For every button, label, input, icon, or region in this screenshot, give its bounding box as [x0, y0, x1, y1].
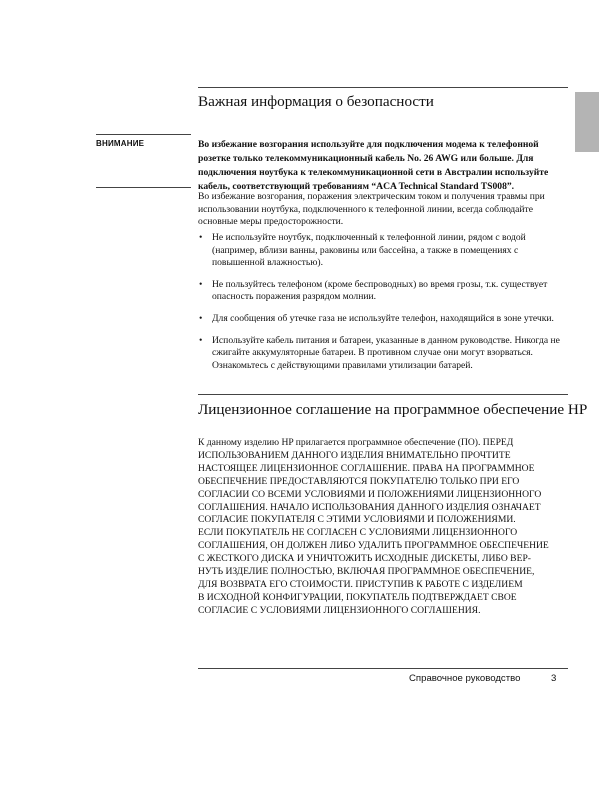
safety-heading: Важная информация о безопасности	[198, 93, 434, 110]
list-item	[198, 279, 568, 304]
warning-label: ВНИМАНИЕ	[96, 139, 145, 148]
bullet-icon: •	[199, 278, 203, 290]
footer-rule	[198, 668, 568, 669]
bullet-icon: •	[199, 232, 203, 243]
warning-bottom-rule	[96, 187, 191, 188]
bullet-text: Для сообщения об утечке газа не используйте телефон, находящийся в зоне утечки.	[212, 312, 554, 324]
list-item	[198, 335, 568, 373]
license-heading: Лицензионное соглашение на программное обеспечение HP	[198, 401, 588, 418]
section-thumb-tab	[575, 92, 599, 152]
bullet-text: Не пользуйтесь телефоном (кроме беспроводных) во время грозы, т.к. существует опасность поражения разрядом молнии.	[212, 278, 548, 303]
warning-top-rule	[96, 134, 191, 135]
license-text: К данному изделию HP прилагается программное обеспечение (ПО). ПЕРЕД ИСПОЛЬЗОВАНИЕМ ДАННОГО ИЗДЕЛИЯ ВНИМАТЕЛЬНО ПРОЧТИТЕ НАСТОЯЩЕЕ ЛИЦЕНЗИОННОЕ СОГЛАШЕНИЕ. ПРАВА НА ПРОГРАММНОЕ ОБЕСПЕЧЕНИЕ ПРЕДОСТАВЛЯЮТСЯ ПОКУПАТЕЛЮ ТОЛЬКО ПРИ ЕГО СОГЛАСИИ СО ВСЕМИ УСЛОВИЯМИ И ПОЛОЖЕНИЯМИ ЛИЦЕНЗИОННОГО СОГЛАШЕНИЯ. НАЧАЛО ИСПОЛЬЗОВАНИЯ ДАННОГО ИЗДЕЛИЯ ОЗНАЧАЕТ СОГЛАСИЕ ПОКУПАТЕЛЯ С ЭТИМИ УСЛОВИЯМИ И ПОЛОЖЕНИЯМИ. ЕСЛИ ПОКУПАТЕЛЬ НЕ СОГЛАСЕН С УСЛОВИЯМИ ЛИЦЕНЗИОННОГО СОГЛАШЕНИЯ, ОН ДОЛЖЕН ЛИБО УДАЛИТЬ ПРОГРАММНОЕ ОБЕСПЕЧЕНИЕ С ЖЕСТКОГО ДИСКА И УНИЧТОЖИТЬ ИСХОДНЫЕ ДИСКЕТЫ, ЛИБО ВЕР- НУТЬ ИЗДЕЛИЕ ПОЛНОСТЬЮ, ВКЛЮЧАЯ ПРОГРАММНОЕ ОБЕСПЕЧЕНИЕ, ДЛЯ ВОЗВРАТА ЕГО СТОИМОСТИ. ПРИСТУПИВ К РАБОТЕ С ИЗДЕЛИЕМ В ИСХОДНОЙ КОНФИГУРАЦИИ, ПОКУПАТЕЛЬ ПОДТВЕРЖДАЕТ СВОЕ СОГЛАСИЕ С УСЛОВИЯМИ ЛИЦЕНЗИОННОГО СОГЛАШЕНИЯ.	[198, 437, 549, 616]
list-item	[198, 232, 568, 270]
license-top-rule	[198, 394, 568, 395]
warning-text: Во избежание возгорания используйте для подключения модема к телефонной розетке только телекоммуникационный кабель No. 26 AWG или больше. Для подключения ноутбука к телекоммуникационной сети в Австралии используйте кабель, соответствующий требованиям “ACA Technical Standard TS008”.	[198, 139, 549, 192]
bullet-icon: •	[199, 334, 203, 346]
footer-title: Справочное руководство	[409, 673, 521, 684]
bullet-text: Не используйте ноутбук, подключенный к телефонной линии, рядом с водой (например, вблизи ванны, раковины или бассейна, а также в помещениях с повышенной влажностью).	[212, 232, 526, 269]
list-item	[198, 313, 568, 326]
safety-bullet-list	[198, 232, 568, 381]
bullet-icon: •	[199, 312, 203, 324]
safety-intro: Во избежание возгорания, поражения электрическим током и получения травмы при использовании ноутбука, подключенного к телефонной линии, всегда соблюдайте основные меры предосторожности.	[198, 191, 545, 228]
page-number: 3	[551, 673, 557, 684]
bullet-text: Используйте кабель питания и батареи, указанные в данном руководстве. Никогда не сжигайте аккумуляторные батареи. В противном случае они могут взорваться. Ознакомьтесь с действующими правилами утилизации батарей.	[212, 334, 560, 371]
top-rule	[198, 87, 568, 88]
